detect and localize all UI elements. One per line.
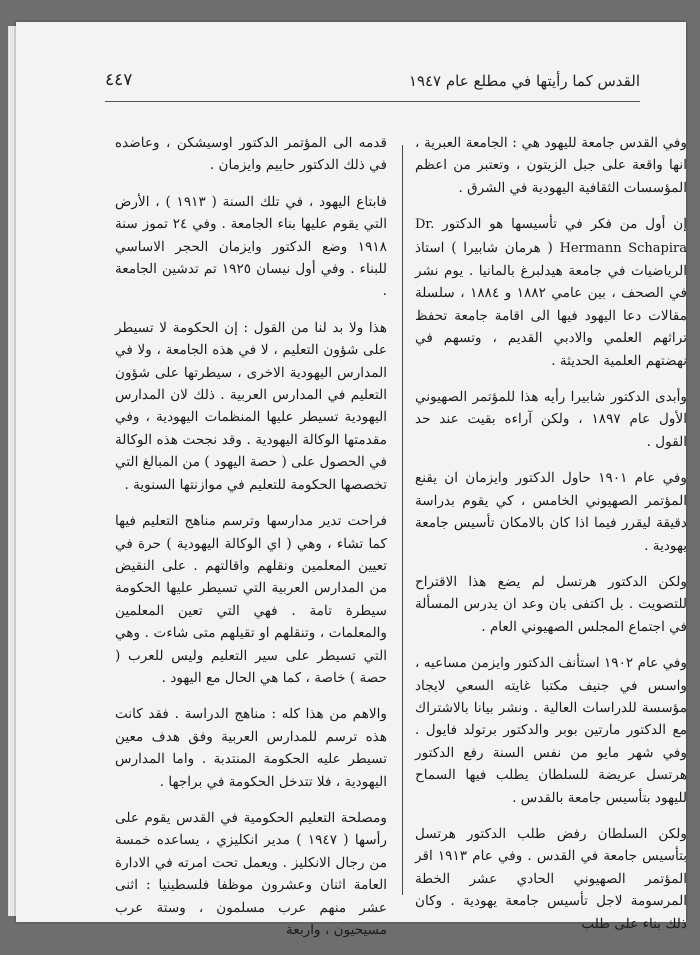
header-title: القدس كما رأيتها في مطلع عام ١٩٤٧ [408,72,640,90]
paragraph [415,213,687,372]
right-column [415,132,687,949]
header-rule [105,101,640,102]
column-divider [402,145,403,895]
paragraph: فراحت تدير مدارسها وترسم مناهج التعليم فيها كما تشاء ، وهي ( اي الوكالة اليهودية ) حرة في تعيين المعلمين ونقلهم واقالتهم . على النقيض من المدارس العربية التي تسيطر عليها الحكومة سيطرة تامة . فهي التي تعين المعلمين والمعلمات ، وتنقلهم او تقيلهم متى شاءت . وهي التي تسيطر على سير التعليم وليس للعرب ( حصة ) خاصة ، كما هي الحال مع اليهود . [115,513,387,686]
paragraph: ولكن السلطان رفض طلب الدكتور هرتسل بتأسيس جامعة في القدس . وفي عام ١٩١٣ اقر المؤتمر الصهيوني الحادي عشر الخطة المرسومة لاجل تأسيس جامعة يهودية . وكان ذلك بناء على طلب [415,825,687,932]
paragraph: وأبدى الدكتور شابيرا رأيه هذا للمؤتمر الصهيوني الأول عام ١٨٩٧ ، ولكن آراءه بقيت عند حد القول . [415,389,687,450]
paragraph: والاهم من هذا كله : مناهج الدراسة . فقد كانت هذه ترسم للمدارس العربية وفق هدف معين تسيطر عليه الحكومة المنتدبة . واما المدارس اليهودية ، فلا تتدخل الحكومة في براجها . [115,706,387,790]
left-column [115,132,387,955]
page-number: ٤٤٧ [105,70,133,90]
paragraph: وفي عام ١٩٠١ حاول الدكتور وايزمان ان يقنع المؤتمر الصهيوني الخامس ، كي يقوم بدراسة دقيقة ليقرر فيما اذا كان بالامكان تأسيس جامعة يهودية . [415,470,687,554]
paragraph: ولكن الدكتور هرتسل لم يضع هذا الاقتراح للتصويت . بل اكتفى بان وعد ان يدرس المسألة في اجتماع المجلس الصهيوني العام . [415,573,687,635]
paragraph-text: إن أول من فكر في تأسيسها هو الدكتور [442,216,687,233]
paragraph-text: ( هرمان شابيرا ) استاذ الرياضيات في جامعة هيدلبرغ بالمانيا . يوم نشر في الصحف ، بين عامي ١٨٨٢ و ١٨٨٤ ، سلسلة مقالات دعا اليهود فيها الى اقامة جامعة تحفظ تراثهم العلمي والادبي القديم ، وتسهم في نهضتهم العلمية الحديثة . [415,239,687,369]
latin-name: Dr. Hermann Schapira [415,217,687,256]
paragraph: وفي عام ١٩٠٢ استأنف الدكتور وايزمن مساعيه ، واسس في جنيف مكتبا غايته السعي لايجاد مؤسسة للدراسات العالية . ونشر بيانا بالاشتراك مع الدكتور مارتين بوبر والدكتور برتولد فايول . وفي شهر مايو من نفس السنة رفع الدكتور هرتسل عريضة للسلطان يطلب فيها السماح لليهود بتأسيس جامعة بالقدس . [415,655,687,806]
paragraph: قدمه الى المؤتمر الدكتور اوسيشكن ، وعاضده في ذلك الدكتور حاييم وايزمان . [115,135,387,174]
running-header [105,72,640,96]
paragraph: هذا ولا بد لنا من القول : إن الحكومة لا تسيطر على شؤون التعليم ، لا في هذه الجامعة ، ولا في المدارس اليهودية الاخرى ، سيطرتها على شؤون التعليم في المدارس العربية . ذلك لان المدارس اليهودية تسيطر عليها المنظمات اليهودية ، وفي مقدمتها الوكالة اليهودية . وقد نجحت هذه الوكالة في الحصول على ( حصة اليهود ) من المبالغ التي تخصصها الحكومة للتعليم في موازنتها السنوية . [115,319,387,493]
paragraph: وفي القدس جامعة لليهود هي : الجامعة العبرية ، انها واقعة على جبل الزيتون ، وتعتبر من اعظم المؤسسات الثقافية اليهودية في الشرق . [415,135,687,196]
paragraph: فابتاع اليهود ، في تلك السنة ( ١٩١٣ ) ، الأرض التي يقوم عليها بناء الجامعة . وفي ٢٤ تموز سنة ١٩١٨ وضع الدكتور وايزمان الحجر الاساسي للبناء . وفي أول نيسان ١٩٢٥ تم تدشين الجامعة . [115,193,388,300]
paragraph: ومصلحة التعليم الحكومية في القدس يقوم على رأسها ( ١٩٤٧ ) مدير انكليزي ، يساعده خمسة من رجال الانكليز . ويعمل تحت امرته في الادارة العامة اثنان وعشرون موظفا فلسطينيا : اثنى عشر منهم عرب مسلمون ، وستة عرب مسيحيون ، واربعة [115,809,387,938]
